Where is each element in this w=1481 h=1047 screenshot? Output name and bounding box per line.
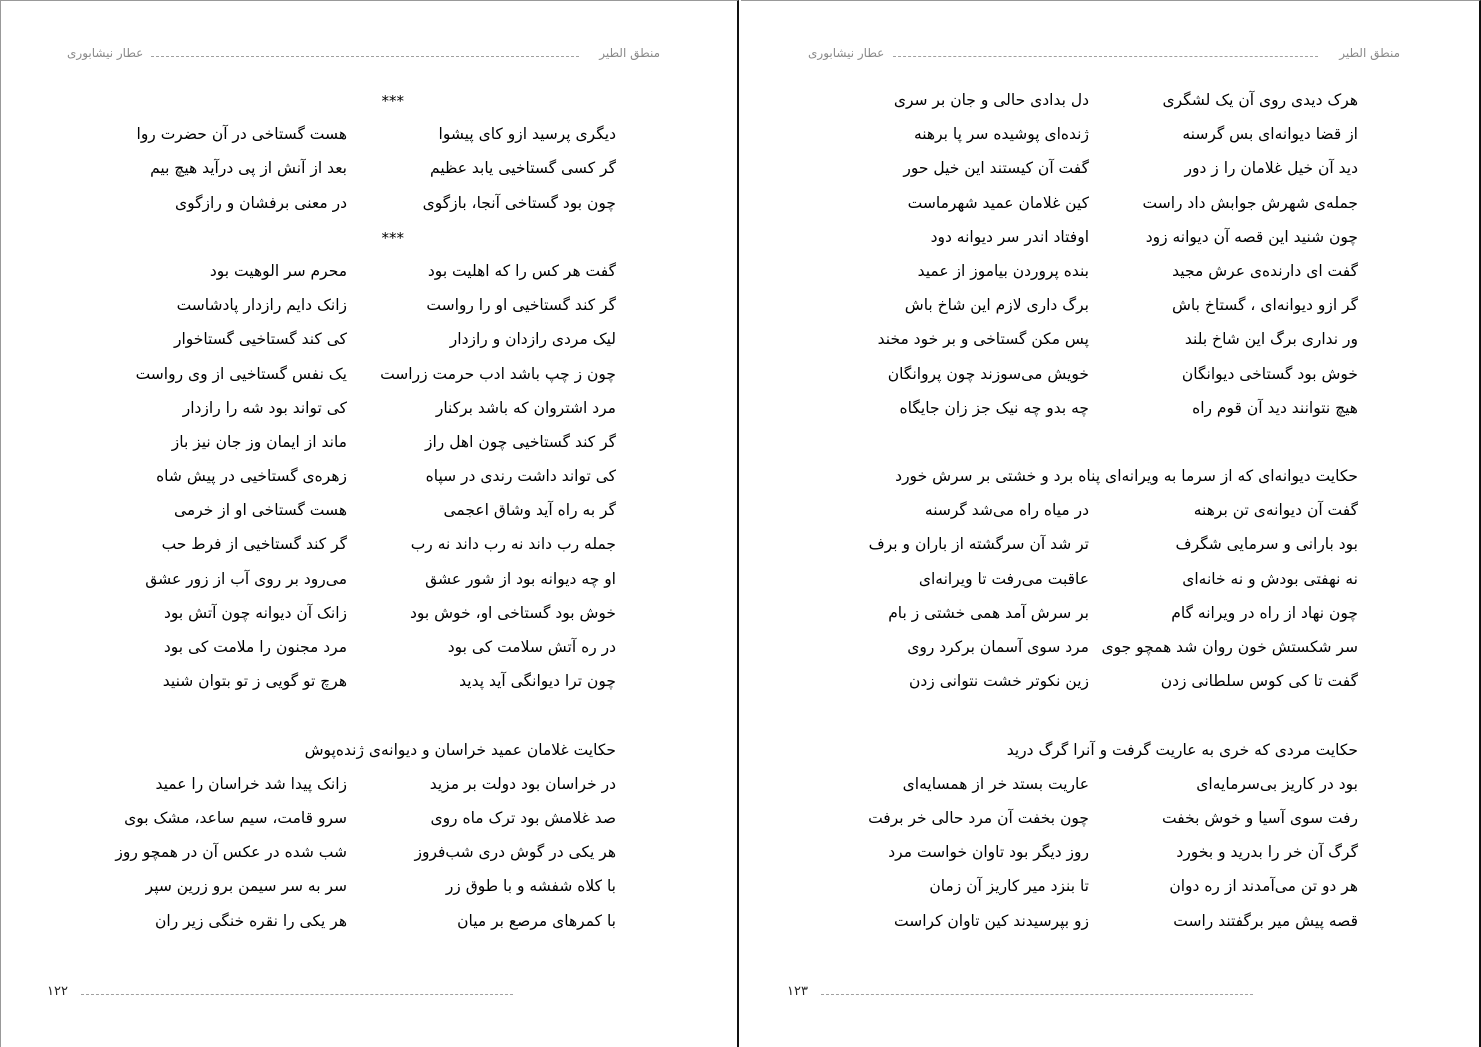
footer-divider [821,994,1253,995]
verse-row [741,908,1481,942]
hemistich-first: گر کند گستاخیی او را رواست [426,296,616,315]
hemistich-second: هست گستاخی او از خرمی [174,501,347,520]
hemistich-second: بعد از آنش از پی درآید هیچ بیم [150,159,347,178]
right-page [741,0,1481,1047]
hemistich-first: خوش بود گستاخی او، خوش بود [409,603,616,622]
hemistich-second: دل بدادی حالی و جان بر سری [893,91,1089,109]
hemistich-first: گر کند گستاخیی چون اهل راز [424,432,616,451]
hemistich-second: بنده پروردن بیاموز از عمید [917,261,1089,280]
page-number: ۱۲۲ [47,984,68,999]
hemistich-first: چون شنید این قصه آن دیوانه زود [1145,227,1358,246]
hemistich-second: زانک آن دیوانه چون آتش بود [163,603,347,622]
hemistich-first: چون ز چپ باشد ادب حرمت زراست [380,364,616,383]
verse-row [741,155,1481,189]
section-separator [1,224,740,258]
verse-row [741,668,1481,702]
verse-row [1,771,740,805]
verse-row [1,395,740,429]
hemistich-first: جمله رب داند نه رب داند نه رب [410,535,616,554]
verse-row [1,429,740,463]
hemistich-first: در ره آتش سلامت کی بود [447,638,616,656]
verse-row [1,326,740,360]
hemistich-first: گر کسی گستاخیی یابد عظیم [430,159,616,178]
hemistich-first: بود بارانی و سرمایی شگرف [1175,535,1358,554]
hemistich-second: کین غلامان عمید شهرماست [907,193,1089,212]
story-title-text: حکایت غلامان عمید خراسان و دیوانه‌ی ژنده‌پوش [304,740,616,759]
verse-row [741,258,1481,292]
spacer [741,702,1481,736]
hemistich-second: سرو قامت، سیم ساعد، مشک بوی [124,808,347,827]
verse-row [741,634,1481,668]
hemistich-second: تا بنزد میر کاریز آن زمان [929,877,1089,896]
verse-row [1,258,740,292]
verse-row [1,908,740,942]
hemistich-second: خویش می‌سوزند چون پروانگان [887,364,1089,383]
verse-row [741,121,1481,155]
hemistich-first: گرگ آن خر را بدرید و بخورد [1176,843,1358,862]
hemistich-first: گفت تا کی کوس سلطانی زدن [1160,672,1358,691]
verse-row [741,531,1481,565]
verse-row [741,771,1481,805]
hemistich-second: چه بدو چه نیک جز زان جایگاه [899,398,1089,417]
verse-row [741,190,1481,224]
verse-row [741,839,1481,873]
page-header [1,46,740,66]
hemistich-second: پس مکن گستاخی و بر خود مخند [877,330,1089,349]
hemistich-second: مرد سوی آسمان برکرد روی [907,638,1089,656]
verse-row [741,497,1481,531]
hemistich-second: تر شد آن سرگشته از باران و برف [868,535,1089,554]
hemistich-first: از قضا دیوانه‌ای بس گرسنه [1182,125,1358,144]
hemistich-first: با کمرهای مرصع بر میان [457,911,616,930]
header-book-title: منطق الطیر [599,46,660,60]
hemistich-second: در میاه راه می‌شد گرسنه [924,501,1089,520]
hemistich-first: چون نهاد از راه در ویرانه گام [1171,603,1358,622]
hemistich-second: زانک پیدا شد خراسان را عمید [155,774,347,793]
hemistich-second: کی تواند بود شه را رازدار [182,398,347,417]
separator-stars: *** [381,92,404,110]
hemistich-second: یک نفس گستاخیی از وی رواست [135,364,347,383]
verse-row [1,805,740,839]
hemistich-first: دید آن خیل غلامان را ز دور [1184,159,1358,178]
hemistich-first: هر دو تن می‌آمدند از ره دوان [1169,877,1358,896]
hemistich-first: ور نداری برگ این شاخ بلند [1184,330,1358,349]
hemistich-first: در خراسان بود دولت بر مزید [429,774,616,793]
hemistich-first: گفت آن دیوانه‌ی تن برهنه [1193,501,1358,520]
header-divider [151,56,579,57]
hemistich-second: عاریت بستد خر از همسایه‌ای [902,774,1089,793]
verse-row [1,361,740,395]
verse-row [741,805,1481,839]
verse-row [1,839,740,873]
hemistich-first: هر یکی در گوش دری شب‌فروز [414,843,616,862]
hemistich-second: مرد مجنون را ملامت کی بود [163,638,347,656]
verse-row [1,292,740,326]
page-body [1,87,740,942]
verse-row [1,634,740,668]
hemistich-first: رفت سوی آسیا و خوش بخفت [1162,808,1358,827]
verse-row [741,326,1481,360]
hemistich-first: هیچ نتوانند دید آن قوم راه [1192,398,1358,417]
verse-row [1,873,740,907]
hemistich-second: اوفتاد اندر سر دیوانه دود [930,227,1089,246]
hemistich-second: زهره‌ی گستاخیی در پیش شاه [156,467,347,486]
hemistich-first: چون بود گستاخی آنجا، بازگوی [422,193,616,212]
hemistich-first: کی تواند داشت رندی در سپاه [425,467,616,486]
hemistich-first: جمله‌ی شهرش جوابش داد راست [1142,193,1358,212]
hemistich-second: زانک دایم رازدار پادشاست [176,296,347,315]
verse-row [1,121,740,155]
footer-divider [81,994,513,995]
hemistich-second: زو بپرسیدند کین تاوان کراست [894,911,1089,930]
verse-row [1,600,740,634]
verse-row [1,463,740,497]
hemistich-first: با کلاه شفشه و با طوق زر [445,877,616,896]
page-footer [741,984,1481,1004]
story-title [741,463,1481,497]
hemistich-second: هر یکی را نقره خنگی زیر ران [155,911,347,930]
hemistich-second: شب شده در عکس آن در همچو روز [115,843,347,862]
spacer [1,702,740,736]
hemistich-first: مرد اشتروان که باشد برکنار [435,398,616,417]
hemistich-second: گفت آن کیستند این خیل حور [903,159,1089,178]
hemistich-first: صد غلامش بود ترک ماه روی [430,808,616,827]
verse-row [1,190,740,224]
hemistich-first: بود در کاریز بی‌سرمایه‌ای [1196,774,1358,793]
hemistich-second: بر سرش آمد همی خشتی ز بام [888,603,1089,622]
hemistich-first: گر ازو دیوانه‌ای ، گستاخ باش [1171,296,1358,315]
hemistich-second: برگ داری لازم این شاخ باش [904,296,1089,315]
story-title-text: حکایت دیوانه‌ای که از سرما به ویرانه‌ای پناه برد و خشتی بر سرش خورد [895,467,1358,486]
verse-row [1,566,740,600]
page-footer [1,984,740,1004]
hemistich-first: گر به راه آید وشاق اعجمی [443,501,616,520]
spacer [741,429,1481,463]
hemistich-first: او چه دیوانه بود از شور عشق [425,569,616,588]
verse-row [1,668,740,702]
hemistich-second: عاقبت می‌رفت تا ویرانه‌ای [918,569,1089,588]
hemistich-first: قصه پیش میر برگفتند راست [1173,911,1358,930]
hemistich-second: ژنده‌ای پوشیده سر پا برهنه [913,125,1089,144]
verse-row [741,566,1481,600]
hemistich-first: خوش بود گستاخی دیوانگان [1181,364,1358,383]
story-title [741,737,1481,771]
hemistich-first: گفت هر کس را که اهلیت بود [427,261,616,280]
hemistich-second: کی کند گستاخیی گستاخوار [173,330,347,349]
hemistich-second: محرم سر الوهیت بود [209,261,347,280]
verse-row [741,292,1481,326]
verse-row [1,155,740,189]
verse-row [1,531,740,565]
header-author: عطار نیشابوری [808,46,885,60]
hemistich-second: چون بخفت آن مرد حالی خر برفت [868,808,1089,827]
verse-row [741,361,1481,395]
story-title [1,737,740,771]
verse-row [741,224,1481,258]
section-separator [1,87,740,121]
hemistich-second: روز دیگر بود تاوان خواست مرد [888,843,1089,862]
hemistich-second: زین نکوتر خشت نتوانی زدن [909,672,1089,691]
verse-row [741,395,1481,429]
hemistich-second: ماند از ایمان وز جان نیز باز [171,432,347,451]
story-title-text: حکایت مردی که خری به عاریت گرفت و آنرا گرگ درید [1006,740,1358,759]
hemistich-first: هرک دیدی روی آن یک لشگری [1162,91,1358,109]
hemistich-first: گفت ای دارنده‌ی عرش مجید [1172,261,1358,280]
page-number: ۱۲۳ [787,984,808,999]
hemistich-first: دیگری پرسید ازو کای پیشوا [438,125,616,144]
verse-row [741,600,1481,634]
hemistich-second: هرچ تو گویی ز تو بتوان شنید [162,672,347,691]
hemistich-second: گر کند گستاخیی از فرط حب [161,535,347,554]
hemistich-second: می‌رود بر روی آب از زور عشق [145,569,347,588]
hemistich-second: در معنی برفشان و رازگوی [175,193,347,212]
hemistich-first: لیک مردی رازدان و رازدار [449,330,616,349]
verse-row [741,873,1481,907]
left-page [0,0,739,1047]
hemistich-first: چون ترا دیوانگی آید پدید [459,672,616,691]
page-header [741,46,1481,66]
hemistich-first: نه نهفتی بودش و نه خانه‌ای [1182,569,1358,588]
verse-row [1,497,740,531]
hemistich-second: هست گستاخی در آن حضرت روا [136,125,347,144]
header-book-title: منطق الطیر [1339,46,1400,60]
hemistich-first: سر شکستش خون روان شد همچو جوی [1101,638,1358,656]
header-divider [893,56,1318,57]
header-author: عطار نیشابوری [67,46,144,60]
separator-stars: *** [381,228,404,247]
verse-row [741,87,1481,121]
hemistich-second: سر به سر سیمن برو زرین سپر [145,877,347,896]
page-body [741,87,1481,942]
